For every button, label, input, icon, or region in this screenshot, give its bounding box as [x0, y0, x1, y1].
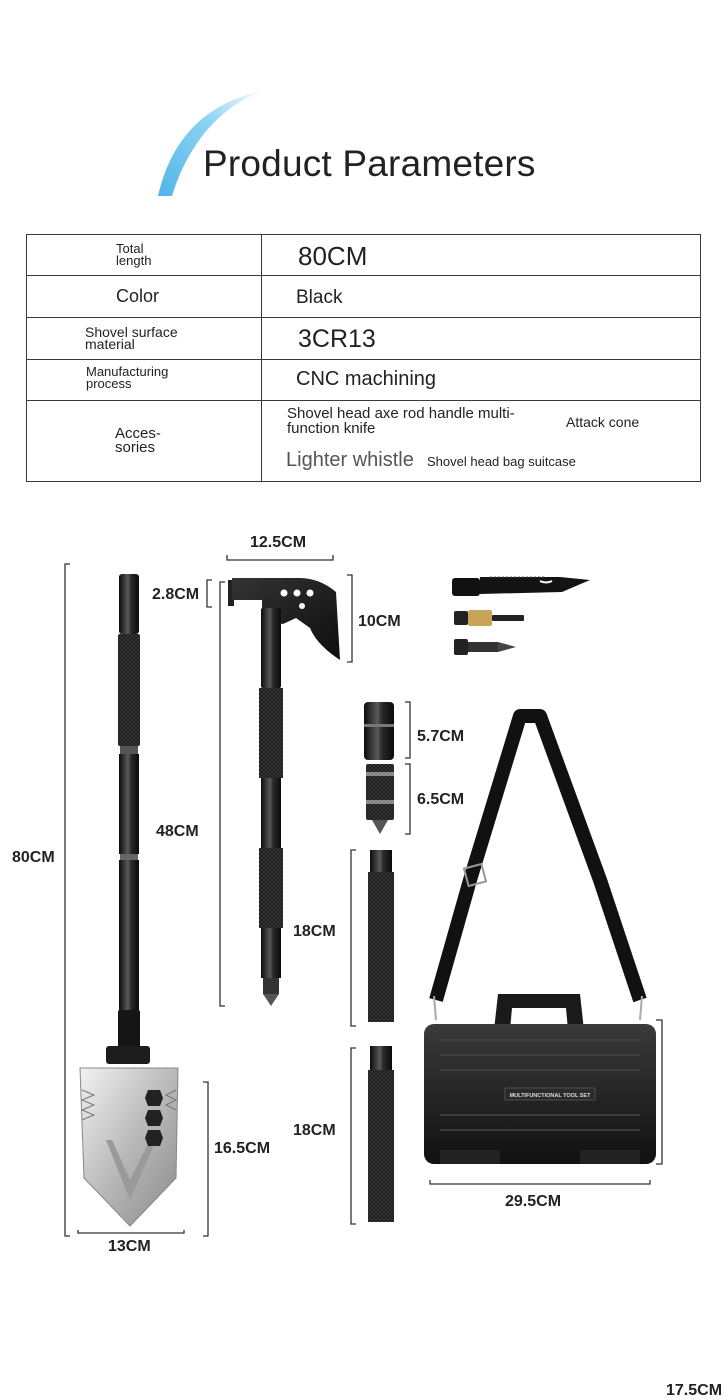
table-row	[27, 235, 701, 276]
cap-part-illustration	[364, 702, 394, 760]
dim-axe-width: 12.5CM	[250, 534, 307, 551]
table-row	[27, 360, 701, 401]
cone-part-illustration	[366, 764, 394, 834]
dim-axe-head-height: 10CM	[358, 613, 401, 630]
table-row	[27, 276, 701, 318]
dim-blade-width: 13CM	[108, 1238, 151, 1255]
accessory-knife: Shovel head axe rod handle multi- function knife	[287, 405, 515, 437]
row-value-total-length: 80CM	[298, 241, 368, 271]
dim-cap-length: 5.7CM	[417, 728, 465, 745]
row-value-material: 3CR13	[298, 325, 376, 353]
lighter-whistle-illustration	[454, 610, 524, 626]
knife-illustration	[452, 577, 590, 596]
accessory-lighter-whistle: Lighter whistle	[286, 449, 414, 471]
page-title: Product Parameters	[203, 143, 536, 184]
row-label-material: Shovel surface material	[85, 324, 178, 352]
dim-shovel-total: 80CM	[12, 849, 55, 866]
dim-axe-length: 48CM	[156, 823, 199, 840]
row-label-color: Color	[116, 286, 160, 306]
axe-illustration	[228, 578, 340, 1006]
dim-segment1-length: 18CM	[293, 923, 336, 940]
row-label-accessories: Acces- sories	[115, 425, 161, 456]
dim-segment2-length: 18CM	[293, 1122, 336, 1139]
dim-cone-length: 6.5CM	[417, 791, 465, 808]
suitcase-illustration	[424, 716, 656, 1164]
row-value-process: CNC machining	[296, 368, 437, 390]
dim-axe-head-thickness: 2.8CM	[152, 586, 200, 603]
dim-case-width: 29.5CM	[505, 1193, 562, 1210]
attack-cone-illustration	[454, 639, 516, 655]
diagram-illustration	[0, 520, 728, 1280]
accessory-bag-suitcase: Shovel head bag suitcase	[427, 454, 576, 469]
dim-blade-height: 16.5CM	[214, 1140, 271, 1157]
case-label-text: MULTIFUNCTIONAL TOOL SET	[509, 1093, 591, 1099]
table-row	[27, 318, 701, 360]
accessory-attack-cone: Attack cone	[566, 414, 640, 430]
shovel-illustration	[80, 574, 178, 1226]
row-label-process: Manufacturing process	[86, 364, 169, 391]
row-label-total-length: Total length	[116, 241, 152, 268]
dim-case-height: 17.5CM	[666, 1382, 723, 1399]
table-row	[27, 401, 701, 482]
segment2-illustration	[368, 1046, 394, 1222]
product-diagram	[0, 520, 728, 1399]
spec-table	[26, 234, 701, 482]
title-banner	[0, 80, 728, 210]
row-value-color: Black	[296, 287, 343, 308]
segment1-illustration	[368, 850, 394, 1022]
